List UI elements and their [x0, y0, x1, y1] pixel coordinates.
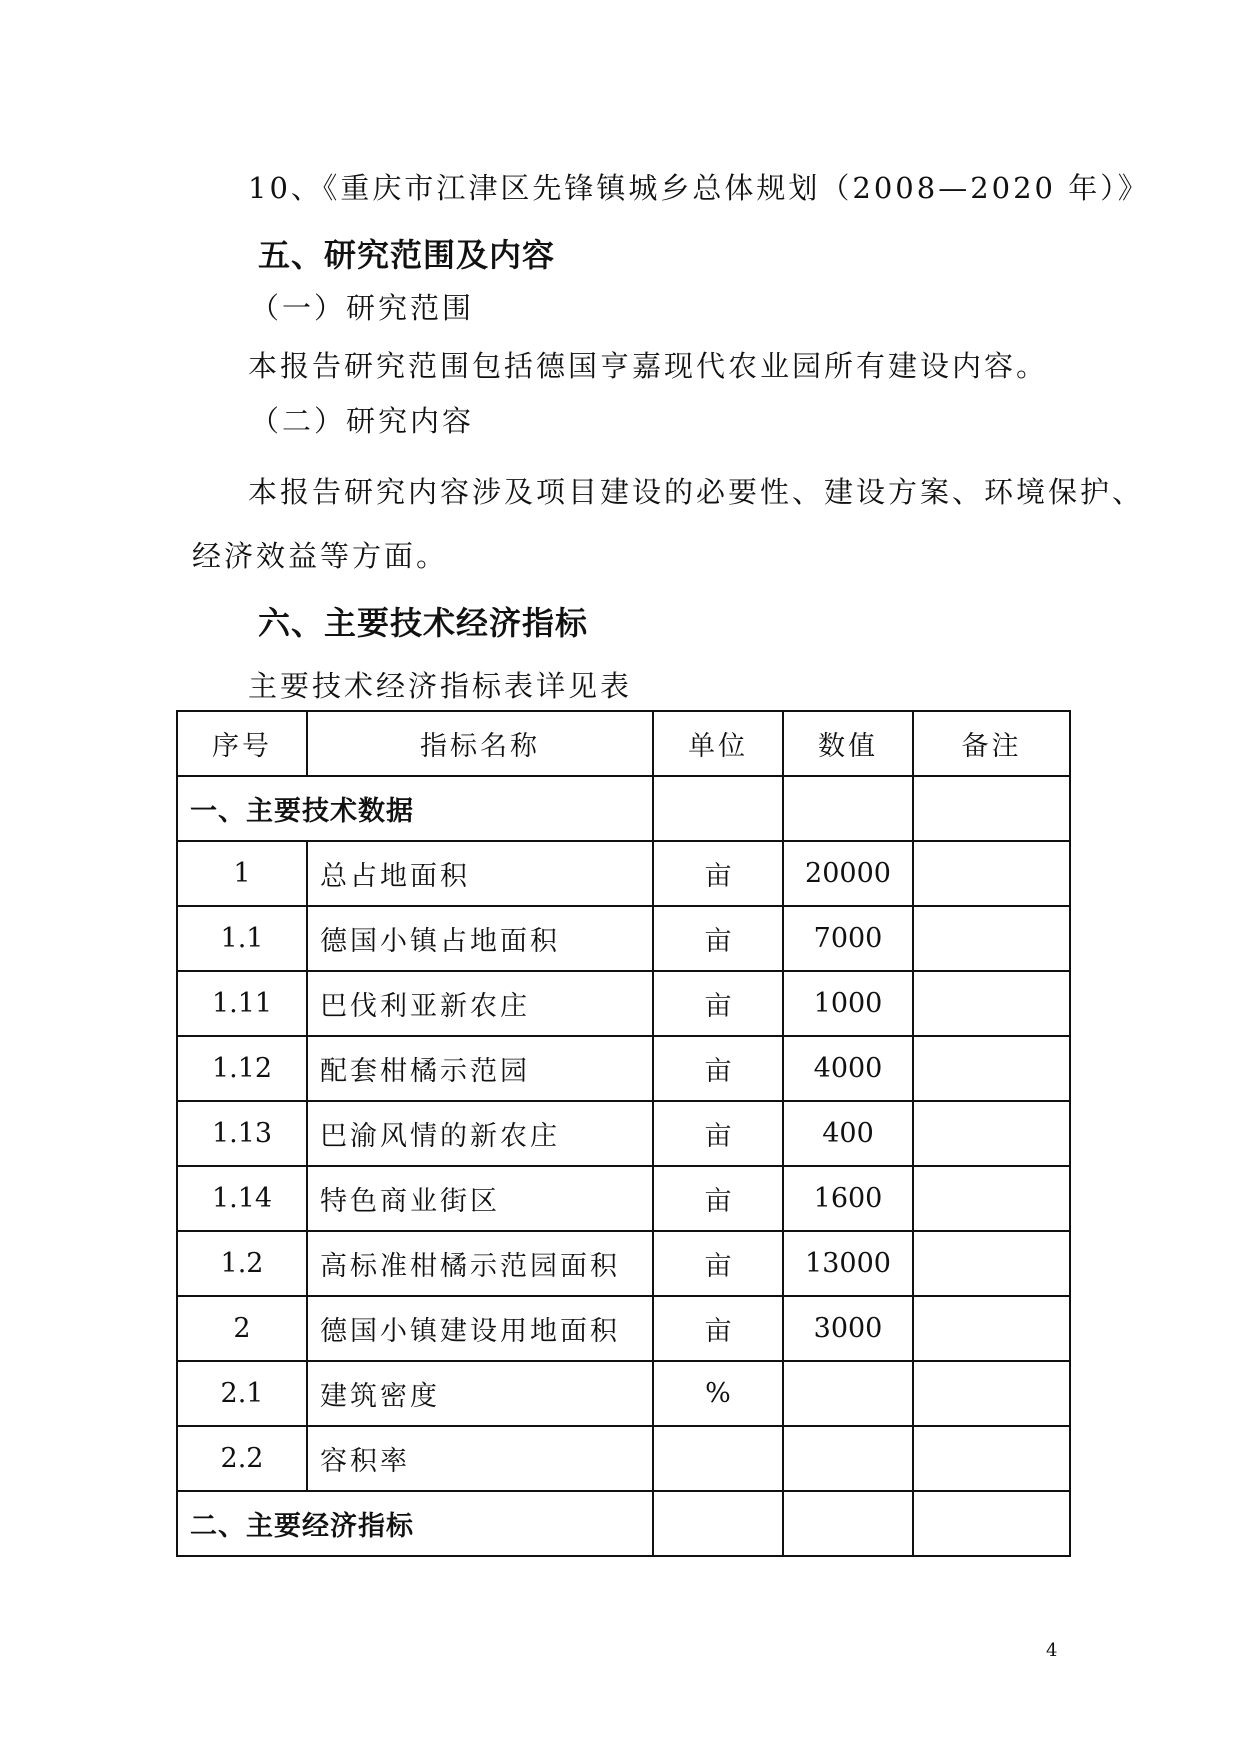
cell-note	[913, 1296, 1070, 1361]
cell-seq: 1.12	[177, 1036, 307, 1101]
cell-unit: 亩	[653, 971, 783, 1036]
table-row	[177, 971, 1070, 1036]
cell-unit: 亩	[653, 1296, 783, 1361]
cell-unit	[653, 1426, 783, 1491]
cell-note	[913, 1036, 1070, 1101]
header-name: 指标名称	[307, 711, 653, 776]
table-cell	[783, 1491, 913, 1556]
table-cell	[913, 1491, 1070, 1556]
section-6-heading: 六、主要技术经济指标	[258, 604, 589, 642]
cell-note	[913, 1166, 1070, 1231]
cell-seq: 1.14	[177, 1166, 307, 1231]
subsection-1-heading: （一）研究范围	[250, 291, 475, 325]
header-note: 备注	[913, 711, 1070, 776]
cell-note	[913, 1231, 1070, 1296]
cell-value: 1600	[783, 1166, 913, 1231]
cell-unit: 亩	[653, 1231, 783, 1296]
table-row	[177, 1101, 1070, 1166]
cell-name: 建筑密度	[307, 1361, 653, 1426]
cell-value: 13000	[783, 1231, 913, 1296]
table-cell	[913, 776, 1070, 841]
cell-value	[783, 1426, 913, 1491]
cell-note	[913, 971, 1070, 1036]
table-cell	[653, 776, 783, 841]
table-row	[177, 1361, 1070, 1426]
cell-value: 400	[783, 1101, 913, 1166]
table-row	[177, 1426, 1070, 1491]
cell-seq: 1.2	[177, 1231, 307, 1296]
subsection-2-text-line1: 本报告研究内容涉及项目建设的必要性、建设方案、环境保护、	[248, 475, 1145, 509]
table-row	[177, 841, 1070, 906]
section-5-heading: 五、研究范围及内容	[258, 236, 556, 274]
cell-name: 巴伐利亚新农庄	[307, 971, 653, 1036]
section-label-economic: 二、主要经济指标	[177, 1491, 653, 1556]
cell-note	[913, 1426, 1070, 1491]
reference-item-10: 10、《重庆市江津区先锋镇城乡总体规划（2008—2020 年）》	[248, 171, 1150, 205]
subsection-2-text-line2: 经济效益等方面。	[192, 539, 449, 573]
table-cell	[653, 1491, 783, 1556]
cell-name: 总占地面积	[307, 841, 653, 906]
header-unit: 单位	[653, 711, 783, 776]
cell-note	[913, 906, 1070, 971]
cell-name: 巴渝风情的新农庄	[307, 1101, 653, 1166]
table-row	[177, 906, 1070, 971]
cell-note	[913, 1101, 1070, 1166]
section-label-technical: 一、主要技术数据	[177, 776, 653, 841]
subsection-2-heading: （二）研究内容	[250, 404, 475, 438]
cell-unit: 亩	[653, 906, 783, 971]
cell-note	[913, 841, 1070, 906]
cell-unit: 亩	[653, 1166, 783, 1231]
cell-value: 3000	[783, 1296, 913, 1361]
cell-name: 容积率	[307, 1426, 653, 1491]
indicators-table	[176, 710, 1071, 1557]
cell-value: 1000	[783, 971, 913, 1036]
page-number: 4	[1046, 1640, 1058, 1661]
cell-name: 德国小镇建设用地面积	[307, 1296, 653, 1361]
header-seq: 序号	[177, 711, 307, 776]
cell-seq: 1	[177, 841, 307, 906]
table-row	[177, 1036, 1070, 1101]
table-row	[177, 1296, 1070, 1361]
cell-name: 德国小镇占地面积	[307, 906, 653, 971]
cell-unit: 亩	[653, 1036, 783, 1101]
header-value: 数值	[783, 711, 913, 776]
cell-seq: 1.1	[177, 906, 307, 971]
cell-seq: 2.2	[177, 1426, 307, 1491]
cell-unit: 亩	[653, 841, 783, 906]
cell-seq: 2	[177, 1296, 307, 1361]
table-row	[177, 1166, 1070, 1231]
table-cell	[783, 776, 913, 841]
cell-name: 配套柑橘示范园	[307, 1036, 653, 1101]
cell-unit: %	[653, 1361, 783, 1426]
cell-seq: 1.13	[177, 1101, 307, 1166]
table-intro: 主要技术经济指标表详见表	[248, 669, 633, 703]
cell-value: 7000	[783, 906, 913, 971]
cell-value	[783, 1361, 913, 1426]
table-row	[177, 1231, 1070, 1296]
cell-name: 高标准柑橘示范园面积	[307, 1231, 653, 1296]
section-row-economic	[177, 1491, 1070, 1556]
section-row-technical	[177, 776, 1070, 841]
cell-value: 20000	[783, 841, 913, 906]
cell-seq: 2.1	[177, 1361, 307, 1426]
table-header-row	[177, 711, 1070, 776]
cell-value: 4000	[783, 1036, 913, 1101]
cell-note	[913, 1361, 1070, 1426]
cell-name: 特色商业街区	[307, 1166, 653, 1231]
cell-unit: 亩	[653, 1101, 783, 1166]
subsection-1-text: 本报告研究范围包括德国亨嘉现代农业园所有建设内容。	[248, 349, 1049, 383]
cell-seq: 1.11	[177, 971, 307, 1036]
